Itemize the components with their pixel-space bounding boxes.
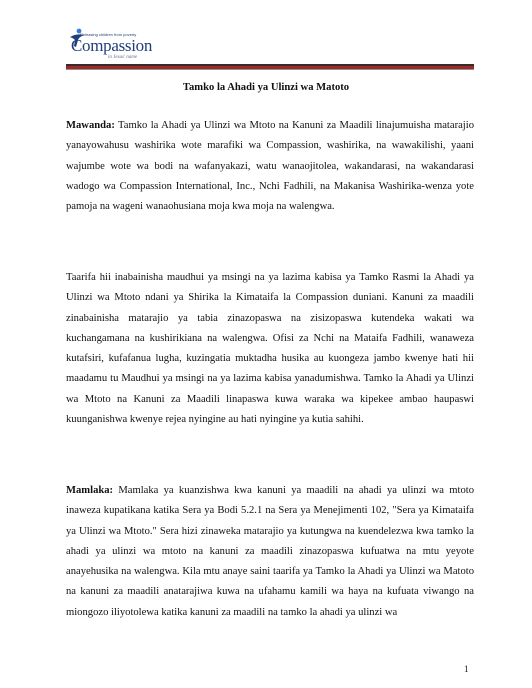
logo-wordmark: Compassion: [71, 36, 153, 55]
paragraph-authority: [66, 481, 474, 623]
paragraph-label: Mawanda:: [66, 120, 115, 131]
document-title: Tamko la Ahadi ya Ulinzi wa Matoto: [182, 82, 350, 93]
paragraph-text: Mamlaka ya kuanzishwa kwa kanuni ya maadili na ahadi ya ulinzi wa mtoto inaweza kupatikana katika Sera ya Bodi 5.2.1 na Sera ya Menejimenti 102, "Sera ya Kimataifa ya Ulinzi wa Mtoto." Sera hizi zinaweka matarajio ya kutungwa na kuendelezwa kwa tamko la ahadi ya ulinzi wa mtoto na kanuni za maadili zinazopaswa kufuatwa na mtu yeyote anayehusika na walengwa. Kila mtu anaye saini taarifa ya Tamko la Ahadi ya Ulinzi wa Matoto na kanuni za maadili anatarajiwa kuwa na ufahamu kamili wa haya na kufuata viwango na miongozo iliyotolewa katika kanuni za maadili na tamko la ahadi ya ulinzi wa: [66, 485, 474, 618]
compassion-logo: [68, 28, 158, 62]
paragraph-scope: [66, 116, 474, 217]
paragraph-statement: [66, 268, 474, 430]
logo-small-text: Releasing children from poverty: [80, 32, 137, 37]
paragraph-text: Taarifa hii inabainisha maudhui ya msingi na ya lazima kabisa ya Tamko Rasmi la Ahadi ya Ulinzi wa Mtoto ndani ya Shirika la Kimataifa la Compassion duniani. Kanuni za maadili zinabainisha matarajio ya tabia zinazopaswa na zisizopaswa kutendeka wakati wa kuchangamana na kushirikiana na walengwa. Ofisi za Nchi na Mataifa Fadhili, wanaweza kutafsiri, kufafanua lugha, kuzingatia muktadha husika au kuongeza jambo kwenye hati hii maadamu tu Maudhui ya msingi na ya lazima kabisa yanadumishwa. Tamko la Ahadi ya Ulinzi wa Mtoto na Kanuni za Maadili linapaswa kuwa waraka wa kipekee ambao haupaswi kuunganishwa kwenye rejea nyingine au hati nyingine ya kutia sahihi.: [66, 272, 474, 426]
header-rule-grey: [66, 69, 474, 70]
page-number: 1: [464, 664, 469, 674]
logo-tagline: in Jesus' name: [108, 55, 138, 60]
paragraph-text: Tamko la Ahadi ya Ulinzi wa Mtoto na Kanuni za Maadili linajumuisha matarajio yanayowahusu washirika wote marafiki wa Compassion, washirika, na wawakilishi, yaani wajumbe wote wa bodi na wafanyakazi, watu wanaojitolea, wakandarasi, na wakandarasi wadogo wa Compassion International, Inc., Nchi Fadhili, na Makanisa Washirika-wenza yote pamoja na wageni wanaohusiana moja kwa moja na walengwa.: [66, 120, 474, 213]
paragraph-label: Mamlaka:: [66, 485, 114, 496]
